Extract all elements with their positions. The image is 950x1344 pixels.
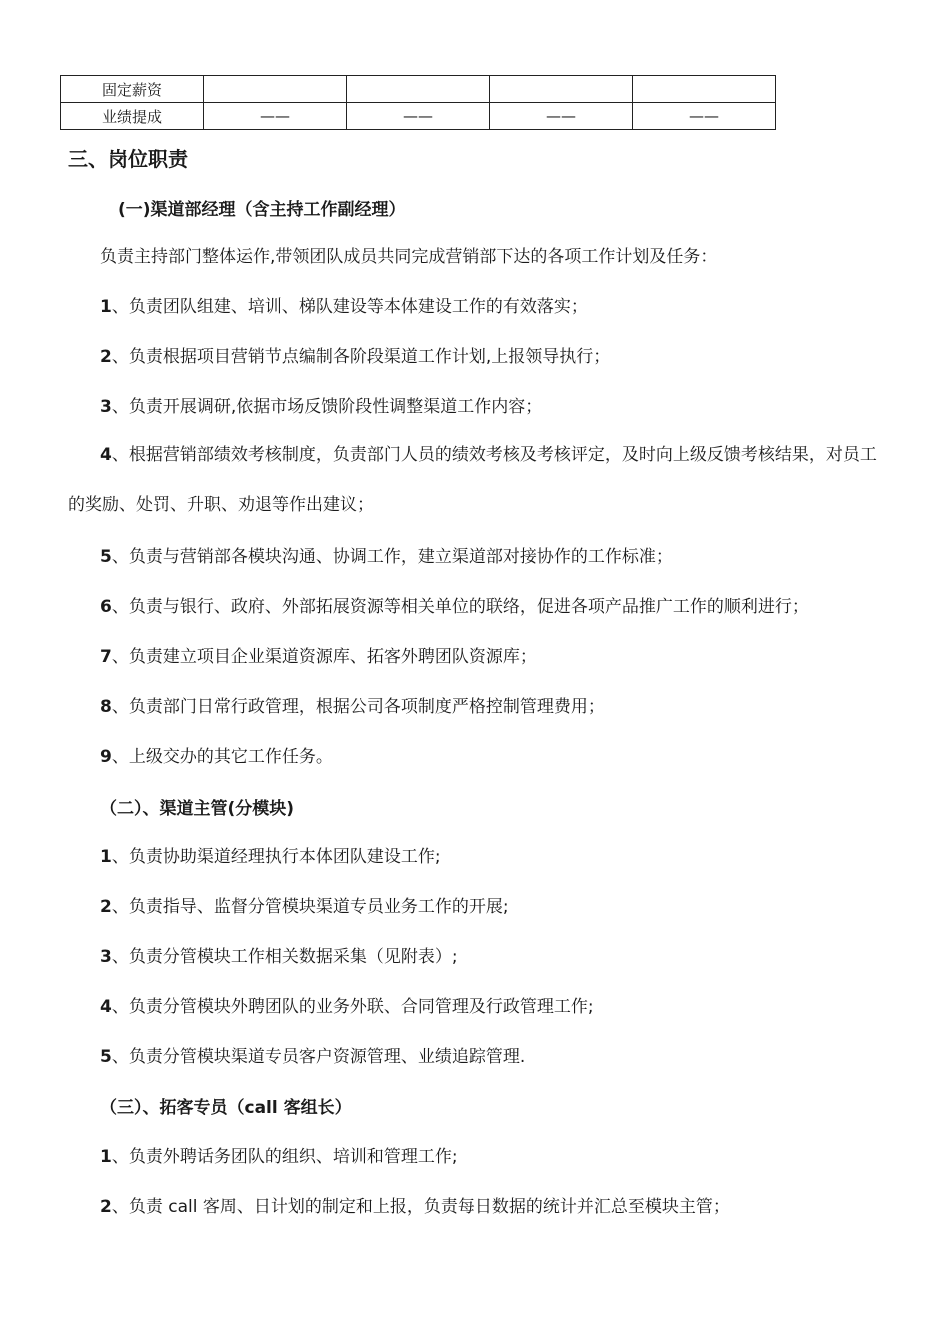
item-number: 4 [100, 997, 112, 1017]
item-text: 、负责部门日常行政管理，根据公司各项制度严格控制管理费用； [111, 697, 605, 717]
table-row [61, 76, 776, 103]
compensation-table [60, 75, 776, 130]
item-text: 、上级交办的其它工作任务。 [111, 747, 333, 767]
item-number: 2 [100, 897, 112, 917]
item-number: 4 [100, 445, 112, 465]
table-cell: —— [633, 103, 776, 130]
item-text: 、负责分管模块工作相关数据采集（见附表）; [111, 947, 458, 967]
item-text: 、负责与银行、政府、外部拓展资源等相关单位的联络，促进各项产品推广工作的顺利进行； [111, 597, 809, 617]
table-cell: —— [204, 103, 347, 130]
table-row [61, 103, 776, 130]
list-item [100, 745, 333, 769]
item-number: 3 [100, 947, 112, 967]
list-item [100, 295, 588, 319]
row-label: 固定薪资 [61, 76, 204, 103]
list-item [100, 1145, 458, 1169]
list-item [100, 695, 605, 719]
item-text: 、负责指导、监督分管模块渠道专员业务工作的开展; [111, 897, 509, 917]
item-text: 、负责 call 客周、日计划的制定和上报，负责每日数据的统计并汇总至模块主管； [111, 1197, 730, 1217]
list-item [100, 845, 441, 869]
list-item [100, 595, 809, 619]
item-number: 5 [100, 1047, 112, 1067]
item-text: 、负责团队组建、培训、梯队建设等本体建设工作的有效落实； [111, 297, 588, 317]
item-number: 1 [100, 1147, 112, 1167]
item-number: 1 [100, 297, 112, 317]
table-cell [204, 76, 347, 103]
manager-intro: 负责主持部门整体运作,带领团队成员共同完成营销部下达的各项工作计划及任务： [100, 247, 718, 267]
list-item [100, 945, 458, 969]
table-cell [347, 76, 490, 103]
list-item [100, 645, 537, 669]
specialist-heading: （三）、拓客专员（call 客组长） [100, 1098, 352, 1118]
item-text: 、负责建立项目企业渠道资源库、拓客外聘团队资源库； [111, 647, 537, 667]
item-number: 1 [100, 847, 112, 867]
item-number: 9 [100, 747, 112, 767]
item-number: 2 [100, 347, 112, 367]
item-text: 、负责开展调研,依据市场反馈阶段性调整渠道工作内容； [111, 397, 543, 417]
item-text: 、负责根据项目营销节点编制各阶段渠道工作计划,上报领导执行； [111, 347, 611, 367]
list-item [100, 345, 610, 369]
table-cell [490, 76, 633, 103]
list-item [100, 895, 509, 919]
table-cell: —— [490, 103, 633, 130]
list-item [100, 995, 594, 1019]
item-number: 3 [100, 397, 112, 417]
section-title: 三、岗位职责 [68, 147, 188, 171]
table-cell: —— [347, 103, 490, 130]
list-item [100, 1195, 730, 1219]
item-number: 5 [100, 547, 112, 567]
item-text: 、负责分管模块外聘团队的业务外联、合同管理及行政管理工作; [111, 997, 594, 1017]
table-cell [633, 76, 776, 103]
item-text: 、根据营销部绩效考核制度，负责部门人员的绩效考核及考核评定，及时向上级反馈考核结果，对员工的奖励、处罚、升职、劝退等作出建议； [68, 445, 877, 515]
list-item [100, 545, 673, 569]
item-number: 8 [100, 697, 112, 717]
item-text: 、负责协助渠道经理执行本体团队建设工作; [111, 847, 441, 867]
manager-heading: (一)渠道部经理（含主持工作副经理） [118, 200, 406, 220]
item-number: 7 [100, 647, 112, 667]
item-number: 2 [100, 1197, 112, 1217]
item-number: 6 [100, 597, 112, 617]
item-text: 、负责与营销部各模块沟通、协调工作，建立渠道部对接协作的工作标准； [111, 547, 673, 567]
list-item [68, 430, 888, 530]
row-label: 业绩提成 [61, 103, 204, 130]
list-item [100, 395, 542, 419]
item-text: 、负责分管模块渠道专员客户资源管理、业绩追踪管理. [111, 1047, 526, 1067]
list-item [100, 1045, 525, 1069]
item-text: 、负责外聘话务团队的组织、培训和管理工作; [111, 1147, 458, 1167]
supervisor-heading: （二）、渠道主管(分模块) [100, 799, 295, 819]
